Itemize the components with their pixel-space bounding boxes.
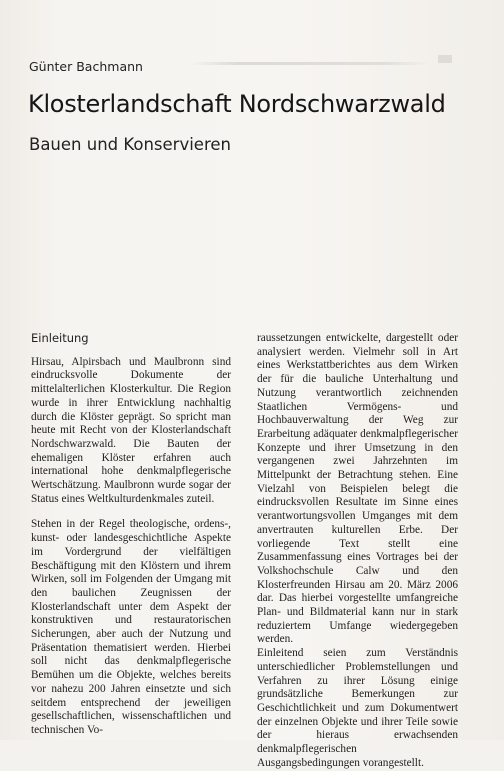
paragraph-1: Hirsau, Alpirsbach und Maulbronn sind eindrucksvolle Dokumente der mittelalterlichen Klosterkultur. Die Region wurde in ihrer Entwicklung nachhaltig durch die Klöster geprägt. So spricht man heute mit Recht von der Klosterlandschaft Nordschwarzwald. Die Bauten der ehemaligen Klöster erfahren auch international hohe denkmalpflegerische Wertschätzung. Maulbronn wurde sogar der Status eines Weltkulturdenkmales zuteil. — [31, 355, 231, 505]
paragraph-3: raussetzungen entwickelte, dargestellt oder analysiert werden. Vielmehr soll in Art eines Werkstattberichtes aus dem Wirken der für die bauliche Unterhaltung und Nutzung verantwortlich zeichnenden Staatlichen Vermögens- und Hochbauverwaltung der Weg zur Erarbeitung adäquater denkmalpflegerischer Konzepte und ihrer Umsetzung in den vergangenen zwei Jahrzehnten im Mittelpunkt der Betrachtung stehen. Eine Vielzahl von Beispielen belegt die eindrucksvollen Resultate im Sinne eines verantwortungsvollen Umganges mit dem anvertrauten kulturellen Erbe. Der vorliegende Text stellt eine Zusammenfassung eines Vortrages bei der Volkshochschule Calw und den Klosterfreunden Hirsau am 20. März 2006 dar. Das hierbei vorgestellte umfangreiche Plan- und Bildmaterial kann nur in stark reduziertem Umfange wiedergegeben werden. — [257, 332, 458, 646]
paragraph-4: Einleitend seien zum Verständnis unterschiedlicher Problemstellungen und Verfahren zu ihrer Lösung einige grundsätzliche Bemerkungen zur Geschichtlichkeit und zum Dokumentwert der einzelnen Objekte und ihrer Teile sowie der hieraus erwachsenden denkmalpflegerischen Ausgangsbedingungen vorangestellt. — [257, 647, 458, 769]
article-title: Klosterlandschaft Nordschwarzwald — [28, 90, 446, 118]
show-through-header-line — [190, 62, 430, 65]
article-subtitle: Bauen und Konservieren — [29, 135, 231, 154]
paragraph-2: Stehen in der Regel theologische, ordens-, kunst- oder landesgeschichtliche Aspekte im Vordergrund der vielfältigen Beschäftigung mit den Klöstern und ihrem Wirken, soll im Folgenden der Umgang mit den baulichen Zeugnissen der Klosterlandschaft unter dem Aspekt der konstruktiven und restauratorischen Sicherungen, aber auch der Nutzung und Präsentation thematisiert werden. Hierbei soll nicht das denkmalpflegerische Bemühen um die Objekte, welches bereits vor nahezu 200 Jahren einsetzte und sich seitdem entsprechend der jeweiligen gesellschaftlichen, wissenschaftlichen und technischen Vo- — [31, 518, 231, 736]
author-name: Günter Bachmann — [29, 59, 143, 74]
section-heading: Einleitung — [31, 331, 89, 345]
show-through-page-number — [438, 55, 452, 63]
right-column — [257, 332, 458, 771]
left-column — [31, 332, 231, 750]
